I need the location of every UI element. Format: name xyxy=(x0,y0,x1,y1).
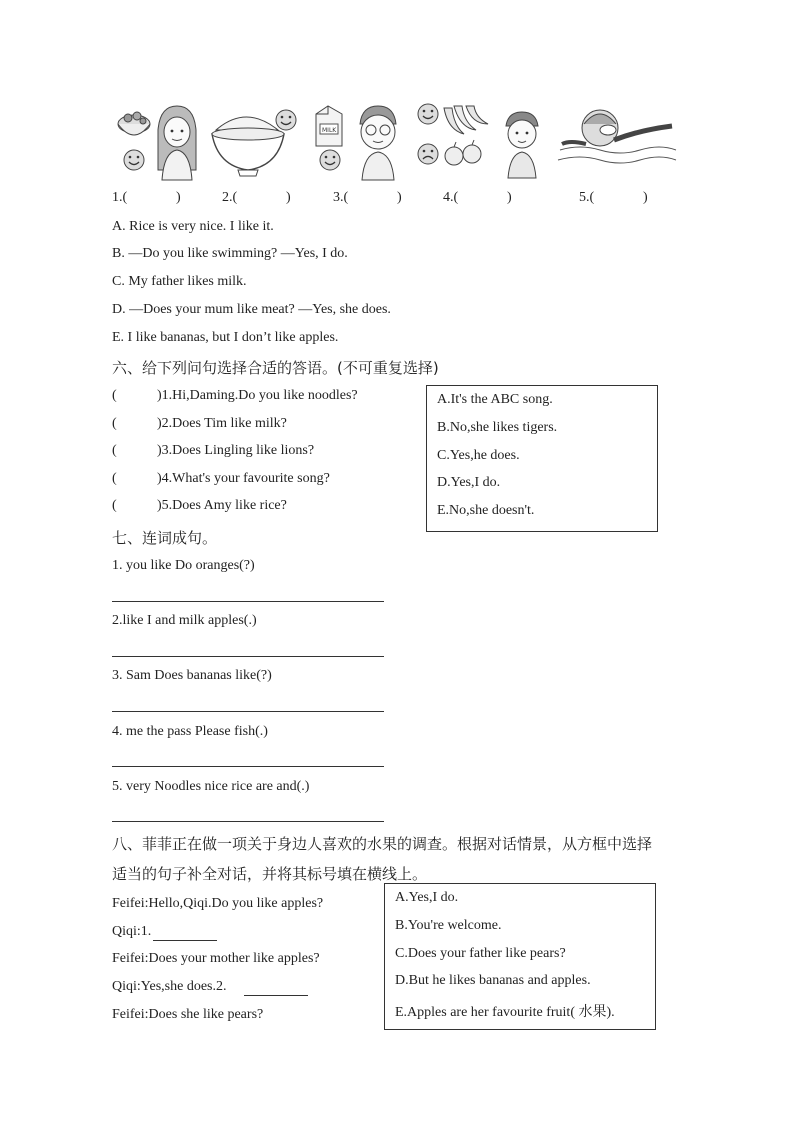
dialogue-option-e: E.Apples are her favourite fruit( 水果). xyxy=(395,1005,615,1020)
apples-icon xyxy=(445,140,481,165)
dialogue-line-4: Qiqi:Yes,she does.2. xyxy=(112,979,227,994)
answer-line[interactable] xyxy=(112,656,384,657)
picture-number-4: 4.( xyxy=(443,190,459,205)
answer-line[interactable] xyxy=(112,601,384,602)
answer-line[interactable] xyxy=(112,821,384,822)
answer-option-d: D.Yes,I do. xyxy=(437,475,501,490)
picture-1 xyxy=(112,100,202,182)
picture-3 xyxy=(310,100,410,182)
answer-option-b: B.No,she likes tigers. xyxy=(437,420,558,435)
smiley-icon xyxy=(320,150,340,170)
dialogue-line-5: Feifei:Does she like pears? xyxy=(112,1007,264,1022)
dialogue-line-3: Feifei:Does your mother like apples? xyxy=(112,951,320,966)
answer-paren[interactable]: ( xyxy=(112,443,117,458)
answer-line[interactable] xyxy=(112,711,384,712)
section-8-title-line-1: 八、菲菲正在做一项关于身边人喜欢的水果的调查。根据对话情景，从方框中选择 xyxy=(112,835,653,853)
picture-number-1: 1.( xyxy=(112,190,128,205)
scramble-item-2: 2.like I and milk apples(.) xyxy=(112,613,257,628)
section-8-option-box xyxy=(384,883,656,1030)
smiley-icon xyxy=(124,150,144,170)
frown-icon xyxy=(418,144,438,164)
question-2: )2.Does Tim like milk? xyxy=(157,416,287,431)
boy-glasses-icon xyxy=(360,106,396,180)
scramble-item-5: 5. very Noodles nice rice are and(.) xyxy=(112,779,310,794)
smiley-icon xyxy=(276,110,296,130)
section-6-answer-box xyxy=(426,385,658,532)
section-8-title-line-2: 适当的句子补全对话，并将其标号填在横线上。 xyxy=(112,865,428,883)
dialogue-option-d: D.But he likes bananas and apples. xyxy=(395,973,591,988)
option-d: D. —Does your mum like meat? —Yes, she does. xyxy=(112,302,391,317)
smiley-icon xyxy=(418,104,438,124)
picture-paren-close-1: ) xyxy=(176,190,181,205)
answer-paren[interactable]: ( xyxy=(112,498,117,513)
swimmer-icon xyxy=(558,110,676,163)
meat-bowl-icon xyxy=(118,112,150,135)
option-c: C. My father likes milk. xyxy=(112,274,247,289)
picture-4 xyxy=(414,100,494,182)
question-3: )3.Does Lingling like lions? xyxy=(157,443,315,458)
section-6-title: 六、给下列问句选择合适的答语。(不可重复选择) xyxy=(112,359,439,377)
question-5: )5.Does Amy like rice? xyxy=(157,498,287,513)
boy-icon xyxy=(506,112,538,178)
picture-paren-close-4: ) xyxy=(507,190,512,205)
option-e: E. I like bananas, but I don’t like apples. xyxy=(112,330,339,345)
picture-paren-close-5: ) xyxy=(643,190,648,205)
dialogue-line-2: Qiqi:1. xyxy=(112,924,152,939)
answer-paren[interactable]: ( xyxy=(112,471,117,486)
svg-text:MILK: MILK xyxy=(322,127,337,134)
scramble-item-1: 1. you like Do oranges(?) xyxy=(112,558,255,573)
picture-paren-close-3: ) xyxy=(397,190,402,205)
section-7-title: 七、连词成句。 xyxy=(112,529,218,547)
question-1: )1.Hi,Daming.Do you like noodles? xyxy=(157,388,358,403)
dialogue-option-b: B.You're welcome. xyxy=(395,918,502,933)
picture-5 xyxy=(500,100,680,182)
picture-number-2: 2.( xyxy=(222,190,238,205)
blank-1[interactable] xyxy=(153,940,217,941)
scramble-item-3: 3. Sam Does bananas like(?) xyxy=(112,668,272,683)
answer-line[interactable] xyxy=(112,766,384,767)
answer-option-e: E.No,she doesn't. xyxy=(437,503,535,518)
answer-option-a: A.It's the ABC song. xyxy=(437,392,553,407)
option-b: B. —Do you like swimming? —Yes, I do. xyxy=(112,246,348,261)
bananas-icon xyxy=(444,106,488,134)
dialogue-option-c: C.Does your father like pears? xyxy=(395,946,566,961)
picture-number-5: 5.( xyxy=(579,190,595,205)
picture-number-3: 3.( xyxy=(333,190,349,205)
dialogue-line-1: Feifei:Hello,Qiqi.Do you like apples? xyxy=(112,896,324,911)
dialogue-option-a: A.Yes,I do. xyxy=(395,890,459,905)
blank-2[interactable] xyxy=(244,995,308,996)
picture-paren-close-2: ) xyxy=(286,190,291,205)
scramble-item-4: 4. me the pass Please fish(.) xyxy=(112,724,268,739)
rice-bowl-icon xyxy=(212,117,284,176)
milk-carton-icon xyxy=(316,106,342,146)
question-4: )4.What's your favourite song? xyxy=(157,471,330,486)
answer-paren[interactable]: ( xyxy=(112,388,117,403)
picture-2 xyxy=(208,100,300,182)
answer-option-c: C.Yes,he does. xyxy=(437,448,520,463)
option-a: A. Rice is very nice. I like it. xyxy=(112,219,274,234)
answer-paren[interactable]: ( xyxy=(112,416,117,431)
girl-icon xyxy=(158,106,196,180)
